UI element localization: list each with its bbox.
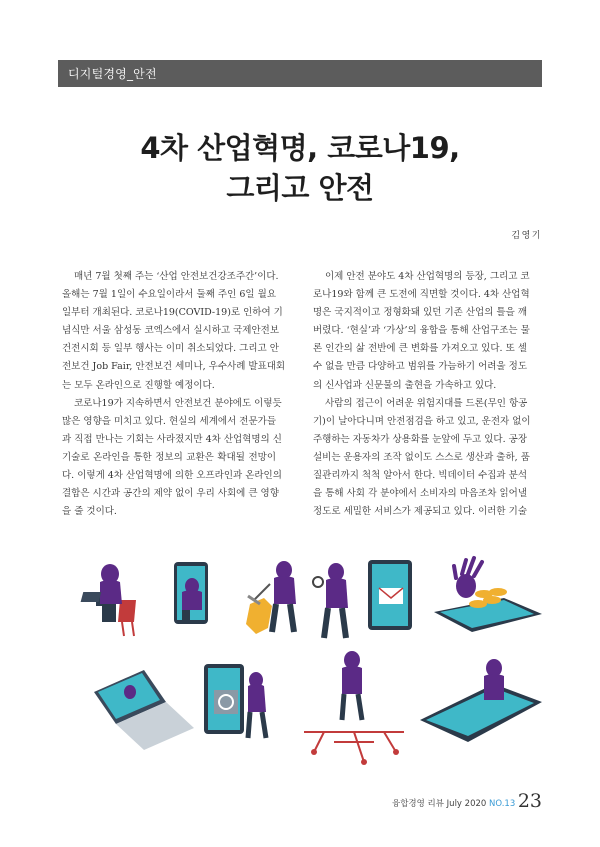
tablet-gold-coins-icon: [434, 558, 542, 632]
hacker-with-shield-icon: [246, 561, 296, 634]
page-number: 23: [517, 790, 542, 812]
article-title: [58, 128, 542, 208]
body-line: 기술로 온라인을 통한 정보의 교환은 확대될 전망이: [62, 451, 276, 463]
body-line: 로나19와 함께 큰 도전에 직면할 것이다. 4차 산업혁: [313, 289, 530, 301]
body-line: 의 신사업과 신문물의 출현을 가속하고 있다.: [313, 379, 497, 391]
title-line-1: 4차 산업혁명, 코로나19,: [140, 131, 460, 165]
body-line: 정도로 세밀한 서비스가 제공되고 있다. 이러한 기술: [313, 506, 527, 518]
body-line: 사람의 접근이 어려운 위험지대를 드론(무인 항공: [325, 397, 528, 409]
body-line: 과 직접 만나는 기회는 사라졌지만 4차 산업혁명의 신: [62, 433, 282, 445]
body-line: 을 줄 것이다.: [62, 506, 117, 518]
body-line: 수 없을 만큼 다양하고 범위를 가늠하기 어려울 정도: [313, 361, 527, 373]
body-line: 올해는 7월 1일이 수요일이라서 둘째 주인 6일 월요: [62, 289, 276, 301]
issue-number: NO.13: [489, 799, 516, 809]
author-name: 김영기: [511, 231, 542, 241]
cyber-hackers-illustration: [74, 552, 544, 777]
body-line: 건전시회 등 일부 행사는 이미 취소되었다. 그리고 안: [62, 343, 279, 355]
page-footer: [380, 790, 542, 812]
body-line: 론 인간의 삶 전반에 큰 변화를 가져오고 있다. 또 셀: [313, 343, 527, 355]
body-line: 기)이 날아다니며 안전점검을 하고 있고, 운전자 없이: [313, 415, 531, 427]
body-line: 결합은 시간과 공간의 제약 없이 우리 사회에 큰 영향: [62, 488, 279, 500]
phone-envelope-icon: [368, 560, 412, 630]
body-line: 다. 이렇게 4차 산업혁명에 의한 오프라인과 온라인의: [62, 470, 282, 482]
body-line: 매년 7월 첫째 주는 ‘산업 안전보건강조주간’이다.: [74, 271, 279, 282]
body-line: 는 모두 온라인으로 진행할 예정이다.: [62, 379, 215, 391]
body-column-left: [62, 268, 286, 521]
body-line: 일부터 개최된다. 코로나19(COVID-19)로 인하여 기: [62, 307, 283, 319]
phone-safe-icon: [204, 664, 266, 738]
body-line: 을 통해 사회 각 분야에서 소비자의 마음조차 읽어낼: [313, 488, 527, 500]
hacker-on-circuit-icon: [304, 651, 404, 765]
phone-hacker-icon: [174, 562, 208, 624]
body-column-right: [313, 268, 531, 521]
body-line: 전보건 Job Fair, 안전보건 세미나, 우수사례 발표대회: [62, 361, 286, 373]
section-header-bar: [58, 60, 542, 87]
title-line-2: 그리고 안전: [226, 171, 374, 205]
magazine-name: 융합경영 리뷰: [392, 799, 444, 809]
body-line: 많은 영향을 미치고 있다. 현실의 세계에서 전문가들: [62, 415, 276, 427]
laptop-hacker-icon: [94, 670, 194, 750]
hacker-with-magnifier-icon: [313, 563, 348, 638]
body-line: 주행하는 자동차가 상용화를 눈앞에 두고 있다. 공장: [313, 433, 527, 445]
section-label: 디지털경영_안전: [68, 67, 157, 81]
body-line: 념식만 서울 삼성동 코엑스에서 실시하고 국제안전보: [62, 325, 279, 337]
body-line: 설비는 운용자의 조작 없이도 스스로 생산과 출하, 품: [313, 451, 530, 463]
tablet-binoculars-icon: [420, 659, 542, 742]
body-line: 명은 국지적이고 정형화돼 있던 기존 산업의 틀을 깨: [313, 307, 527, 319]
hacker-with-laptop-icon: [81, 564, 136, 636]
footer-magazine-info: [392, 797, 515, 809]
body-line: 질관리까지 척척 알아서 한다. 빅데이터 수집과 분석: [313, 470, 527, 482]
issue-date: July 2020: [446, 799, 487, 809]
body-line: 코로나19가 지속하면서 안전보건 분야에도 이렇듯: [74, 397, 282, 409]
body-line: 버렸다. ‘현실’과 ‘가상’의 융합을 통해 산업구조는 물: [313, 325, 530, 337]
body-line: 이제 안전 분야도 4차 산업혁명의 등장, 그리고 코: [325, 271, 530, 282]
